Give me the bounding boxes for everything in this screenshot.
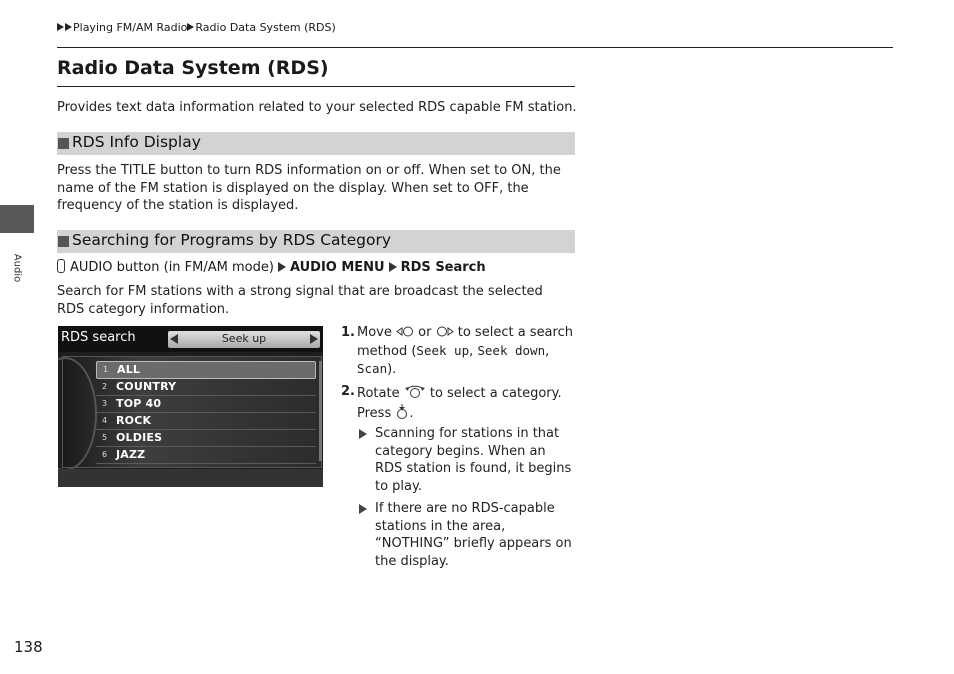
screen-title: RDS search xyxy=(61,330,136,345)
section-rds-search-heading xyxy=(57,230,575,253)
category-row-label: COUNTRY xyxy=(116,380,177,393)
step-text: to select a search method ( xyxy=(357,325,573,359)
search-method-selector xyxy=(168,331,320,348)
screen-header xyxy=(58,326,323,352)
breadcrumb xyxy=(57,21,336,34)
category-row-number: 5 xyxy=(102,433,108,442)
note-arrow-icon xyxy=(359,429,367,439)
category-row xyxy=(96,413,316,430)
section-rds-info-body: Press the TITLE button to turn RDS information on or off. When set to ON, the name of the FM station is displayed on the display. When set to OFF, the frequency of the station is displayed. xyxy=(57,163,561,213)
menu-path-start: AUDIO button (in FM/AM mode) xyxy=(70,260,274,275)
step-text: ). xyxy=(387,362,397,377)
move-left-icon xyxy=(396,325,414,338)
section-rds-search-body: Search for FM stations with a strong signal that are broadcast the selected RDS category information. xyxy=(57,284,543,317)
chapter-tab[interactable] xyxy=(0,205,34,233)
right-arrow-icon xyxy=(310,334,318,344)
breadcrumb-arrow-icon xyxy=(187,23,194,31)
note-nothing xyxy=(359,500,577,570)
note-arrow-icon xyxy=(359,504,367,514)
category-row xyxy=(96,396,316,413)
category-row-label: ROCK xyxy=(116,414,152,427)
list-scrollbar xyxy=(319,361,322,461)
intro-text: Provides text data information related to your selected RDS capable FM station. xyxy=(57,100,577,115)
breadcrumb-link-fm-am[interactable]: Playing FM/AM Radio xyxy=(73,21,188,34)
rds-search-screen-image xyxy=(58,326,323,487)
move-right-icon xyxy=(436,325,454,338)
menu-path-audio-menu: AUDIO MENU xyxy=(289,260,385,275)
step-text: Rotate xyxy=(357,386,400,401)
breadcrumb-arrow-icon xyxy=(65,23,72,31)
dial-arc xyxy=(58,357,97,471)
note-text: Scanning for stations in that category begins. When an RDS station is found, it begins to play. xyxy=(375,426,572,494)
chapter-tab-label: Audio xyxy=(11,253,23,283)
category-row-label: JAZZ xyxy=(116,448,146,461)
category-row xyxy=(96,361,316,379)
category-row xyxy=(96,379,316,396)
option-scan: Scan xyxy=(357,361,388,376)
step-text: Move xyxy=(357,325,392,340)
category-row-label: ALL xyxy=(117,363,141,376)
step-text: or xyxy=(418,325,432,340)
square-bullet-icon xyxy=(58,236,69,247)
section-heading-text: RDS Info Display xyxy=(72,133,201,151)
path-arrow-icon xyxy=(278,262,286,272)
menu-path-rds-search: RDS Search xyxy=(400,260,486,275)
category-row-label: TOP 40 xyxy=(116,397,162,410)
option-seek-down: Seek down xyxy=(477,342,546,358)
search-method-value: Seek up xyxy=(221,332,267,345)
path-arrow-icon xyxy=(389,262,397,272)
section-heading-text: Searching for Programs by RDS Category xyxy=(72,231,391,249)
step-1: 1. Move or to select a search method (Seek up, Seek down, Scan). xyxy=(341,325,573,377)
step-2 xyxy=(341,383,576,422)
rotate-dial-icon xyxy=(404,383,426,399)
step-text: Press xyxy=(357,405,392,421)
note-scanning xyxy=(359,425,574,495)
category-row-number: 1 xyxy=(103,365,109,374)
step-number: 2. xyxy=(341,384,355,399)
category-list-panel xyxy=(62,356,322,468)
header-rule xyxy=(57,47,893,48)
menu-path xyxy=(57,259,486,275)
category-row-number: 4 xyxy=(102,416,108,425)
category-row xyxy=(96,430,316,447)
note-text: If there are no RDS-capable stations in the area, “NOTHING” briefly appears on the display. xyxy=(375,501,572,569)
step-text: . xyxy=(409,405,414,421)
breadcrumb-arrow-icon xyxy=(57,23,64,31)
page-number: 138 xyxy=(14,638,43,656)
home-button-icon xyxy=(57,259,65,273)
category-row xyxy=(96,447,316,464)
screen-footer xyxy=(58,469,323,487)
page-title: Radio Data System (RDS) xyxy=(57,57,329,79)
step-number: 1. xyxy=(341,325,355,340)
press-dial-icon xyxy=(395,403,409,419)
category-row-number: 6 xyxy=(102,450,108,459)
step-text: to select a category. xyxy=(429,386,562,401)
option-seek-up: Seek up xyxy=(416,342,470,358)
title-rule xyxy=(57,86,575,87)
square-bullet-icon xyxy=(58,138,69,149)
category-list xyxy=(96,361,316,464)
category-row-number: 3 xyxy=(102,399,108,408)
category-row-number: 2 xyxy=(102,382,108,391)
category-row-label: OLDIES xyxy=(116,431,163,444)
section-rds-info-heading xyxy=(57,132,575,155)
breadcrumb-current: Radio Data System (RDS) xyxy=(195,21,336,34)
